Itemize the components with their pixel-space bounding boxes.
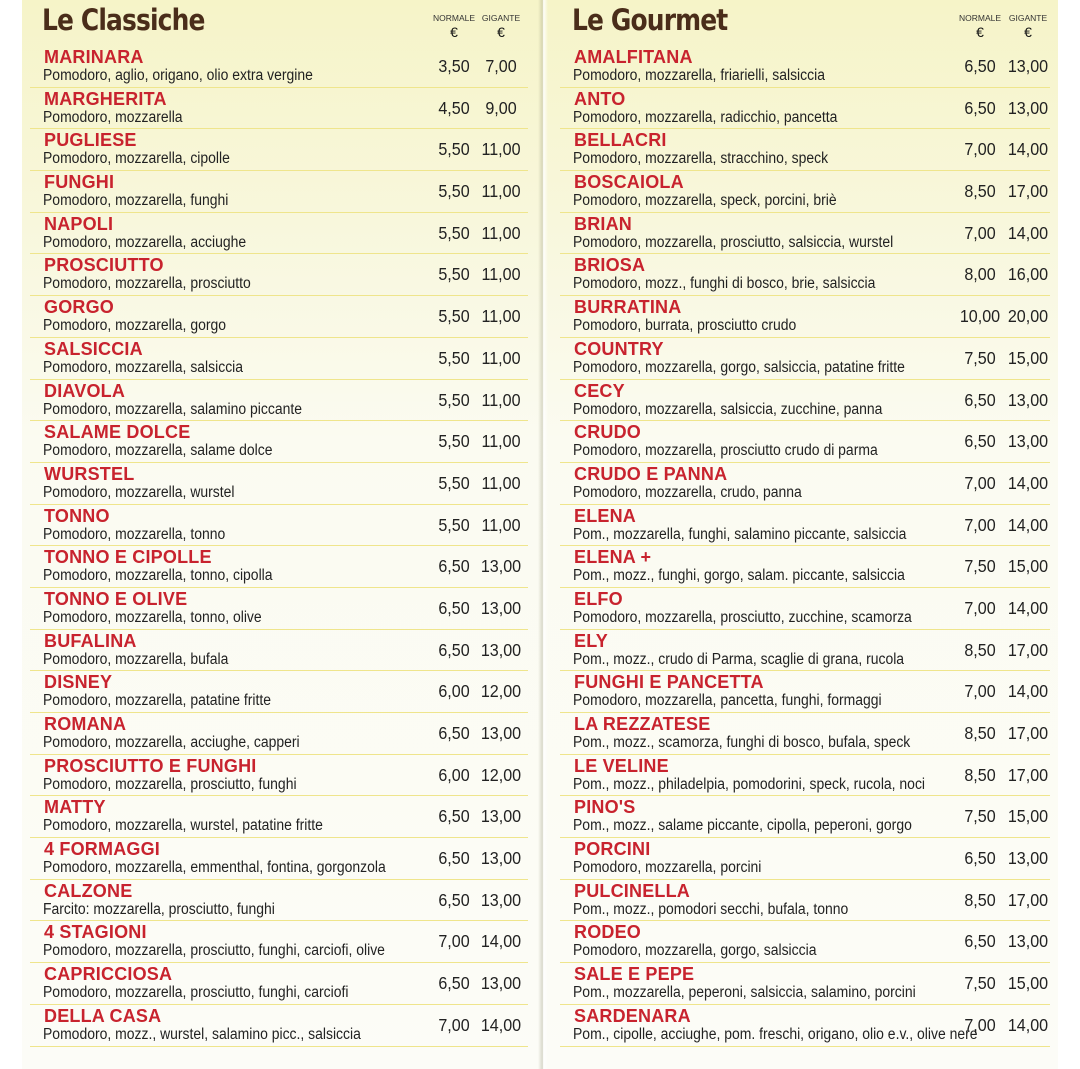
pizza-ingredients: Pomodoro, mozzarella, acciughe, capperi [43, 734, 300, 751]
price-gigante: 17,00 [1007, 723, 1049, 743]
pizza-ingredients: Pomodoro, aglio, origano, olio extra vergine [43, 67, 313, 84]
menu-item [30, 254, 528, 296]
price-gigante: 11,00 [481, 139, 521, 160]
price-gigante: 11,00 [481, 222, 521, 243]
price-gigante: 13,00 [480, 597, 522, 618]
pizza-name: PINO'S [574, 797, 636, 818]
pizza-ingredients: Pom., mozzarella, funghi, salamino piccante, salsiccia [573, 525, 907, 543]
price-normale: 8,50 [964, 889, 996, 910]
menu-item [30, 921, 528, 963]
gigante-label: GIGANTE [1008, 13, 1048, 23]
price-normale: 4,50 [438, 97, 470, 118]
price-normale: 6,50 [438, 723, 470, 743]
price-gigante: 16,00 [1007, 264, 1049, 285]
pizza-name: CALZONE [44, 880, 133, 901]
pizza-ingredients: Pom., cipolle, acciughe, pom. freschi, origano, olio e.v., olive nere [573, 1025, 978, 1043]
menu-item [560, 963, 1050, 1005]
pizza-name: WURSTEL [44, 463, 135, 484]
price-normale: 7,50 [964, 973, 996, 994]
menu-item [560, 838, 1050, 880]
paper-edge-left [0, 0, 22, 1069]
price-normale: 7,00 [438, 931, 470, 952]
gigante-column-header [473, 13, 529, 41]
price-gigante: 12,00 [480, 681, 522, 702]
menu-item [560, 796, 1050, 838]
price-normale: 7,00 [438, 1014, 470, 1035]
pizza-name: BURRATINA [574, 297, 682, 318]
pizza-ingredients: Pomodoro, mozzarella, wurstel [43, 483, 235, 501]
price-normale: 5,50 [438, 222, 470, 243]
menu-item [30, 171, 528, 213]
pizza-name: CRUDO E PANNA [574, 463, 728, 484]
price-normale: 6,50 [438, 973, 470, 994]
price-normale: 6,50 [438, 889, 470, 910]
pizza-ingredients: Pomodoro, mozzarella, tonno [43, 525, 226, 543]
price-normale: 7,50 [964, 556, 996, 577]
menu-item [560, 88, 1050, 130]
pizza-ingredients: Pomodoro, mozzarella, friarielli, salsiccia [573, 67, 825, 84]
pizza-name: TONNO [44, 505, 110, 526]
price-gigante: 13,00 [480, 556, 522, 577]
pizza-name: BELLACRI [574, 130, 667, 151]
pizza-name: CRUDO [574, 422, 641, 443]
menu-item [30, 630, 528, 672]
menu-item [30, 755, 528, 797]
pizza-name: SALE E PEPE [574, 964, 695, 985]
menu-item [560, 46, 1050, 88]
price-gigante: 14,00 [1007, 222, 1049, 243]
pizza-ingredients: Pomodoro, mozzarella, porcini [573, 859, 762, 877]
pizza-name: ELY [574, 630, 608, 651]
price-gigante: 14,00 [480, 931, 522, 952]
menu-item [560, 880, 1050, 922]
price-normale: 7,50 [964, 806, 996, 827]
menu-item [30, 463, 528, 505]
pizza-ingredients: Pomodoro, mozzarella, acciughe [43, 233, 247, 251]
menu-item [560, 463, 1050, 505]
price-normale: 6,50 [964, 97, 996, 118]
price-gigante: 13,00 [480, 848, 522, 869]
pizza-ingredients: Pom., mozz., salame piccante, cipolla, peperoni, gorgo [573, 817, 912, 835]
price-gigante: 9,00 [485, 97, 517, 118]
price-gigante: 14,00 [1007, 1014, 1049, 1035]
classiche-header [30, 0, 528, 46]
price-gigante: 14,00 [1007, 681, 1049, 702]
pizza-name: TONNO E OLIVE [44, 588, 188, 609]
price-gigante: 17,00 [1007, 889, 1049, 910]
pizza-ingredients: Pom., mozzarella, peperoni, salsiccia, salamino, porcini [573, 984, 916, 1002]
pizza-name: AMALFITANA [574, 47, 693, 67]
menu-item [560, 254, 1050, 296]
normale-label: NORMALE [432, 13, 476, 23]
pizza-ingredients: Pomodoro, mozzarella, wurstel, patatine fritte [43, 817, 323, 835]
price-normale: 8,50 [964, 723, 996, 743]
price-normale: 6,50 [438, 806, 470, 827]
price-gigante: 14,00 [480, 1014, 522, 1035]
price-normale: 6,50 [438, 848, 470, 869]
pizza-name: PORCINI [574, 839, 651, 860]
price-normale: 5,50 [438, 389, 470, 410]
pizza-ingredients: Pom., mozz., philadelpia, pomodorini, speck, rucola, noci [573, 775, 926, 793]
price-gigante: 14,00 [1007, 472, 1049, 493]
pizza-name: TONNO E CIPOLLE [44, 547, 212, 568]
price-gigante: 13,00 [1007, 56, 1049, 76]
price-normale: 6,00 [438, 764, 470, 785]
menu-item [30, 546, 528, 588]
normale-currency: € [976, 24, 984, 40]
menu-item [30, 338, 528, 380]
price-gigante: 7,00 [485, 56, 517, 76]
price-normale: 7,00 [964, 222, 996, 243]
pizza-name: ANTO [574, 88, 626, 109]
price-normale: 7,50 [964, 347, 996, 368]
price-gigante: 14,00 [1007, 139, 1049, 160]
pizza-name: DISNEY [44, 672, 113, 693]
price-normale: 6,50 [438, 639, 470, 660]
menu-item [30, 296, 528, 338]
pizza-ingredients: Pomodoro, mozzarella, prosciutto, salsiccia, wurstel [573, 233, 894, 251]
price-normale: 6,00 [438, 681, 470, 702]
pizza-ingredients: Pom., mozz., scamorza, funghi di bosco, bufala, speck [573, 734, 911, 751]
pizza-name: ELFO [574, 588, 623, 609]
menu-item [560, 129, 1050, 171]
pizza-name: DIAVOLA [44, 380, 126, 401]
menu-item [560, 671, 1050, 713]
pizza-name: 4 FORMAGGI [44, 839, 161, 860]
pizza-name: PROSCIUTTO [44, 255, 164, 276]
pizza-name: ELENA [574, 505, 637, 526]
menu-item [30, 380, 528, 422]
menu-item [560, 213, 1050, 255]
menu-item [30, 1005, 528, 1047]
pizza-ingredients: Pomodoro, mozzarella, prosciutto, funghi, carciofi [43, 984, 349, 1002]
price-normale: 8,50 [964, 764, 996, 785]
pizza-name: FUNGHI [44, 172, 115, 193]
pizza-ingredients: Pomodoro, mozzarella, patatine fritte [43, 692, 271, 710]
menu-item [560, 380, 1050, 422]
menu-item [560, 505, 1050, 547]
price-normale: 3,50 [438, 56, 470, 76]
price-normale: 5,50 [438, 514, 470, 535]
gourmet-header [560, 0, 1050, 46]
price-gigante: 15,00 [1007, 347, 1049, 368]
price-normale: 7,00 [964, 597, 996, 618]
price-gigante: 11,00 [481, 472, 521, 493]
pizza-name: BRIAN [574, 213, 632, 234]
pizza-ingredients: Pomodoro, mozzarella, gorgo, salsiccia, patatine fritte [573, 358, 905, 376]
pizza-ingredients: Pomodoro, mozzarella, prosciutto, funghi [43, 775, 297, 793]
price-gigante: 11,00 [481, 347, 521, 368]
menu-item [30, 421, 528, 463]
price-gigante: 12,00 [480, 764, 522, 785]
pizza-ingredients: Pomodoro, mozzarella, radicchio, pancetta [573, 108, 838, 126]
price-normale: 8,50 [964, 181, 996, 202]
pizza-ingredients: Pomodoro, mozzarella, gorgo [43, 317, 226, 335]
normale-currency: € [450, 24, 458, 40]
gourmet-section [560, 0, 1050, 1069]
menu-item [560, 171, 1050, 213]
pizza-name: BUFALINA [44, 630, 137, 651]
price-gigante: 13,00 [480, 723, 522, 743]
price-normale: 7,00 [964, 1014, 996, 1035]
price-gigante: 13,00 [480, 973, 522, 994]
pizza-ingredients: Pom., mozz., pomodori secchi, bufala, tonno [573, 900, 849, 918]
menu-item [560, 921, 1050, 963]
pizza-name: SALSICCIA [44, 338, 143, 359]
price-normale: 8,00 [964, 264, 996, 285]
price-gigante: 17,00 [1007, 181, 1049, 202]
pizza-ingredients: Pomodoro, mozzarella, tonno, cipolla [43, 567, 273, 585]
price-gigante: 13,00 [1007, 97, 1049, 118]
pizza-name: ELENA + [574, 547, 652, 568]
pizza-ingredients: Farcito: mozzarella, prosciutto, funghi [43, 900, 275, 918]
price-gigante: 11,00 [481, 181, 521, 202]
menu-item [30, 671, 528, 713]
pizza-ingredients: Pomodoro, mozzarella, emmenthal, fontina, gorgonzola [43, 859, 386, 877]
price-normale: 5,50 [438, 472, 470, 493]
price-gigante: 15,00 [1007, 556, 1049, 577]
pizza-name: PROSCIUTTO E FUNGHI [44, 755, 257, 776]
price-normale: 5,50 [438, 139, 470, 160]
pizza-name: COUNTRY [574, 338, 664, 359]
price-gigante: 14,00 [1007, 514, 1049, 535]
menu-item [560, 338, 1050, 380]
menu-item [560, 296, 1050, 338]
price-gigante: 13,00 [1007, 431, 1049, 452]
menu-item [560, 421, 1050, 463]
pizza-ingredients: Pomodoro, mozzarella, stracchino, speck [573, 150, 829, 168]
pizza-name: MARGHERITA [44, 88, 167, 109]
price-gigante: 14,00 [1007, 597, 1049, 618]
price-gigante: 15,00 [1007, 973, 1049, 994]
pizza-name: CECY [574, 380, 625, 401]
pizza-ingredients: Pomodoro, mozzarella, salsiccia, zucchine, panna [573, 400, 883, 418]
menu-item [560, 1005, 1050, 1047]
price-gigante: 13,00 [1007, 931, 1049, 952]
price-normale: 6,50 [438, 556, 470, 577]
menu-item [560, 546, 1050, 588]
pizza-ingredients: Pomodoro, mozzarella, speck, porcini, briè [573, 192, 837, 210]
menu-item [560, 755, 1050, 797]
pizza-ingredients: Pomodoro, mozzarella, salamino piccante [43, 400, 302, 418]
price-normale: 5,50 [438, 264, 470, 285]
normale-label: NORMALE [958, 13, 1002, 23]
paper-edge-right [1058, 0, 1080, 1069]
pizza-ingredients: Pomodoro, mozzarella, bufala [43, 650, 229, 668]
pizza-name: FUNGHI E PANCETTA [574, 672, 764, 693]
pizza-ingredients: Pomodoro, mozzarella, prosciutto crudo di parma [573, 442, 878, 460]
menu-item [30, 505, 528, 547]
price-normale: 7,00 [964, 681, 996, 702]
pizza-name: BRIOSA [574, 255, 646, 276]
price-gigante: 11,00 [481, 514, 521, 535]
price-normale: 6,50 [964, 389, 996, 410]
classiche-list [30, 46, 528, 1047]
gourmet-list [560, 46, 1050, 1047]
pizza-ingredients: Pomodoro, mozzarella, tonno, olive [43, 608, 262, 626]
menu-item [30, 713, 528, 755]
pizza-name: MARINARA [44, 47, 144, 67]
pizza-name: 4 STAGIONI [44, 922, 147, 943]
pizza-name: SARDENARA [574, 1005, 691, 1026]
price-normale: 6,50 [964, 848, 996, 869]
pizza-ingredients: Pomodoro, mozzarella [43, 108, 183, 126]
gigante-label: GIGANTE [481, 13, 521, 23]
price-gigante: 11,00 [481, 431, 521, 452]
pizza-ingredients: Pomodoro, burrata, prosciutto crudo [573, 317, 797, 335]
pizza-name: LA REZZATESE [574, 714, 711, 734]
pizza-ingredients: Pomodoro, mozzarella, crudo, panna [573, 483, 802, 501]
gourmet-title: Le Gourmet [572, 3, 728, 37]
price-gigante: 17,00 [1007, 764, 1049, 785]
pizza-ingredients: Pomodoro, mozzarella, salame dolce [43, 442, 273, 460]
price-gigante: 11,00 [481, 306, 521, 327]
menu-item [560, 630, 1050, 672]
price-gigante: 13,00 [480, 806, 522, 827]
menu-item [560, 713, 1050, 755]
pizza-ingredients: Pomodoro, mozzarella, salsiccia [43, 358, 244, 376]
price-gigante: 13,00 [480, 639, 522, 660]
price-normale: 5,50 [438, 306, 470, 327]
pizza-ingredients: Pomodoro, mozzarella, pancetta, funghi, formaggi [573, 692, 882, 710]
price-gigante: 11,00 [481, 389, 521, 410]
pizza-name: PUGLIESE [44, 130, 137, 151]
pizza-ingredients: Pomodoro, mozz., funghi di bosco, brie, salsiccia [573, 275, 876, 293]
classiche-section [30, 0, 528, 1069]
price-normale: 8,50 [964, 639, 996, 660]
pizza-ingredients: Pomodoro, mozzarella, prosciutto, zucchine, scamorza [573, 608, 912, 626]
pizza-ingredients: Pomodoro, mozzarella, prosciutto, funghi, carciofi, olive [43, 942, 385, 960]
pizza-ingredients: Pom., mozz., funghi, gorgo, salam. piccante, salsiccia [573, 567, 905, 585]
pizza-ingredients: Pom., mozz., crudo di Parma, scaglie di grana, rucola [573, 650, 905, 668]
price-gigante: 13,00 [1007, 848, 1049, 869]
pizza-name: PULCINELLA [574, 880, 690, 901]
pizza-name: SALAME DOLCE [44, 422, 191, 443]
pizza-ingredients: Pomodoro, mozz., wurstel, salamino picc., salsiccia [43, 1025, 361, 1043]
price-gigante: 13,00 [1007, 389, 1049, 410]
pizza-ingredients: Pomodoro, mozzarella, funghi [43, 192, 229, 210]
gigante-currency: € [1024, 24, 1032, 40]
menu-item [30, 46, 528, 88]
pizza-name: ROMANA [44, 714, 127, 734]
menu-item [30, 129, 528, 171]
pizza-ingredients: Pomodoro, mozzarella, cipolle [43, 150, 230, 168]
menu-item [30, 880, 528, 922]
price-normale: 5,50 [438, 347, 470, 368]
price-gigante: 11,00 [481, 264, 521, 285]
menu-item [30, 796, 528, 838]
pizza-name: CAPRICCIOSA [44, 964, 173, 985]
page-fold [538, 0, 548, 1069]
pizza-name: GORGO [44, 297, 115, 318]
classiche-title: Le Classiche [42, 3, 205, 37]
price-normale: 6,50 [964, 931, 996, 952]
gigante-column-header [1000, 13, 1056, 41]
price-gigante: 15,00 [1007, 806, 1049, 827]
pizza-name: RODEO [574, 922, 642, 943]
pizza-name: MATTY [44, 797, 106, 818]
menu-item [30, 213, 528, 255]
price-normale: 7,00 [964, 514, 996, 535]
price-normale: 6,50 [438, 597, 470, 618]
pizza-name: BOSCAIOLA [574, 172, 684, 193]
price-gigante: 20,00 [1007, 306, 1049, 327]
gigante-currency: € [497, 24, 505, 40]
menu-item [30, 963, 528, 1005]
price-normale: 10,00 [959, 306, 1001, 327]
price-normale: 6,50 [964, 431, 996, 452]
price-gigante: 17,00 [1007, 639, 1049, 660]
price-normale: 7,00 [964, 472, 996, 493]
price-gigante: 13,00 [480, 889, 522, 910]
pizza-name: DELLA CASA [44, 1005, 162, 1026]
price-normale: 7,00 [964, 139, 996, 160]
price-normale: 6,50 [964, 56, 996, 76]
menu-item [30, 88, 528, 130]
menu-item [30, 838, 528, 880]
menu-item [30, 588, 528, 630]
price-normale: 5,50 [438, 181, 470, 202]
pizza-ingredients: Pomodoro, mozzarella, gorgo, salsiccia [573, 942, 817, 960]
price-normale: 5,50 [438, 431, 470, 452]
pizza-name: LE VELINE [574, 755, 669, 776]
pizza-name: NAPOLI [44, 213, 114, 234]
menu-item [560, 588, 1050, 630]
pizza-ingredients: Pomodoro, mozzarella, prosciutto [43, 275, 251, 293]
